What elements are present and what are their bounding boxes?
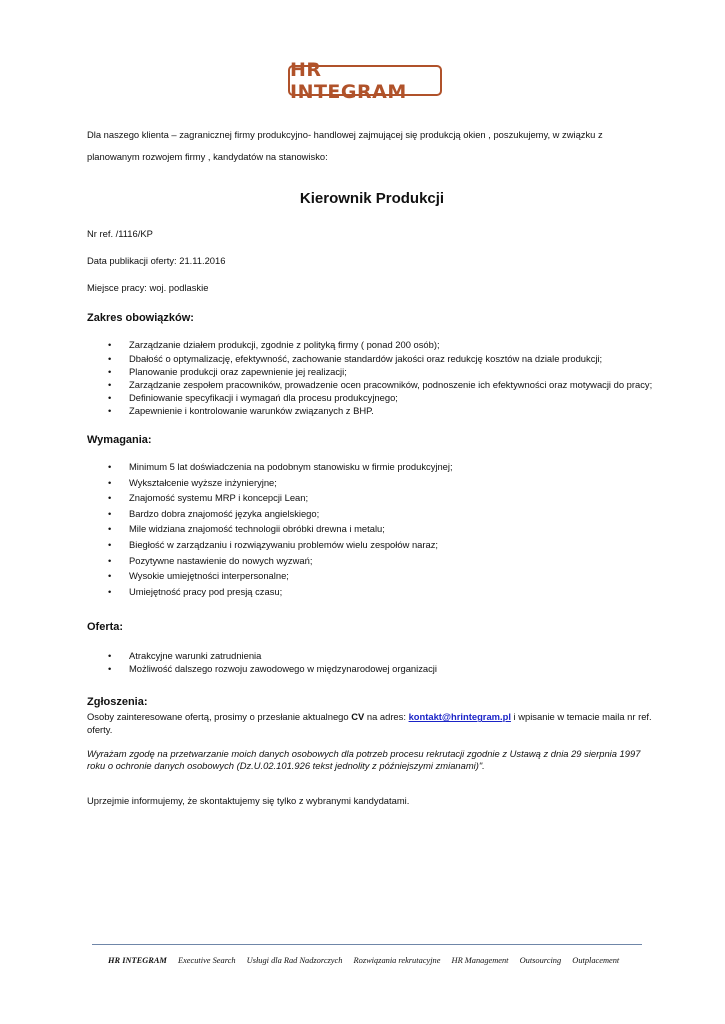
application-heading: Zgłoszenia:	[87, 696, 148, 709]
logo-text: HR INTEGRAM	[290, 58, 407, 103]
list-item: • Bardzo dobra znajomość języka angielskiego;	[87, 506, 657, 522]
application-text-middle: na adres:	[364, 711, 409, 723]
list-item: • Planowanie produkcji oraz zapewnienie jej realizacji;	[87, 365, 657, 378]
list-item: • Zarządzanie działem produkcji, zgodnie z polityką firmy ( ponad 200 osób);	[87, 338, 657, 351]
application-instructions	[87, 711, 657, 735]
offer-list	[87, 649, 657, 675]
job-offer-document	[87, 124, 657, 807]
list-item: • Umiejętność pracy pod presją czasu;	[87, 584, 657, 600]
application-text-start: Osoby zainteresowane ofertą, prosimy o przesłanie aktualnego	[87, 711, 352, 723]
list-item: • Możliwość dalszego rozwoju zawodowego w międzynarodowej organizacji	[87, 662, 657, 675]
list-item: • Wykształcenie wyższe inżynieryjne;	[87, 475, 657, 491]
publication-date: Data publikacji oferty: 21.11.2016	[87, 254, 226, 266]
duties-heading: Zakres obowiązków:	[87, 312, 194, 325]
list-item: • Atrakcyjne warunki zatrudnienia	[87, 649, 657, 662]
footer-brand: HR INTEGRAM	[108, 956, 167, 965]
requirements-list	[87, 459, 657, 599]
data-processing-consent: Wyrażam zgodę na przetwarzanie moich danych osobowych dla potrzeb procesu rekrutacji zgodnie z Ustawą z dnia 29 sierpnia 1997 roku o ochronie danych osobowych (Dz.U.02.101.926 tekst jednolity z późniejszymi zmianami)".	[87, 747, 641, 771]
list-item: • Zarządzanie zespołem pracowników, prowadzenie ocen pracowników, podnoszenie ich efektywności oraz motywacji do pracy;	[87, 378, 657, 391]
list-item: • Zapewnienie i kontrolowanie warunków związanych z BHP.	[87, 404, 657, 417]
footer-service: Rozwiązania rekrutacyjne	[353, 956, 441, 965]
list-item: • Dbałość o optymalizację, efektywność, zachowanie standardów jakości oraz redukcję kosztów na dziale produkcji;	[87, 352, 657, 365]
footer-divider	[92, 944, 642, 945]
list-item: • Pozytywne nastawienie do nowych wyzwań;	[87, 553, 657, 569]
footer-service: Executive Search	[177, 956, 236, 965]
intro-text: Dla naszego klienta – zagranicznej firmy produkcyjno- handlowej zajmującej się produkcją okien , poszukujemy, w związku z planowanym rozwojem firmy , kandydatów na stanowisko:	[87, 129, 603, 162]
list-item: • Znajomość systemu MRP i koncepcji Lean;	[87, 490, 657, 506]
contact-email-link[interactable]: kontakt@hrintegram.pl	[408, 711, 511, 723]
list-item: • Biegłość w zarządzaniu i rozwiązywaniu problemów wielu zespołów naraz;	[87, 537, 657, 553]
footer-service: Outplacement	[572, 956, 620, 965]
list-item: • Mile widziana znajomość technologii obróbki drewna i metalu;	[87, 521, 657, 537]
job-title: Kierownik Produkcji	[299, 190, 445, 207]
list-item: • Minimum 5 lat doświadczenia na podobnym stanowisku w firmie produkcyjnej;	[87, 459, 657, 475]
cv-label: CV	[351, 711, 365, 723]
requirements-heading: Wymagania:	[87, 433, 152, 446]
offer-heading: Oferta:	[87, 621, 124, 634]
application-text-end: i wpisanie w temacie maila nr ref. oferty.	[87, 711, 652, 735]
footer	[108, 956, 638, 965]
list-item: • Wysokie umiejętności interpersonalne;	[87, 568, 657, 584]
footer-service: Usługi dla Rad Nadzorczych	[246, 956, 343, 965]
list-item: • Definiowanie specyfikacji i wymagań dla procesu produkcyjnego;	[87, 391, 657, 404]
duties-list	[87, 338, 657, 417]
footer-service: Outsourcing	[519, 956, 562, 965]
company-logo	[288, 58, 442, 103]
reference-number: Nr ref. /1116/KP	[87, 227, 153, 239]
footer-service: HR Management	[451, 956, 509, 965]
work-location: Miejsce pracy: woj. podlaskie	[87, 281, 209, 293]
closing-note: Uprzejmie informujemy, że skontaktujemy się tylko z wybranymi kandydatami.	[87, 794, 410, 806]
